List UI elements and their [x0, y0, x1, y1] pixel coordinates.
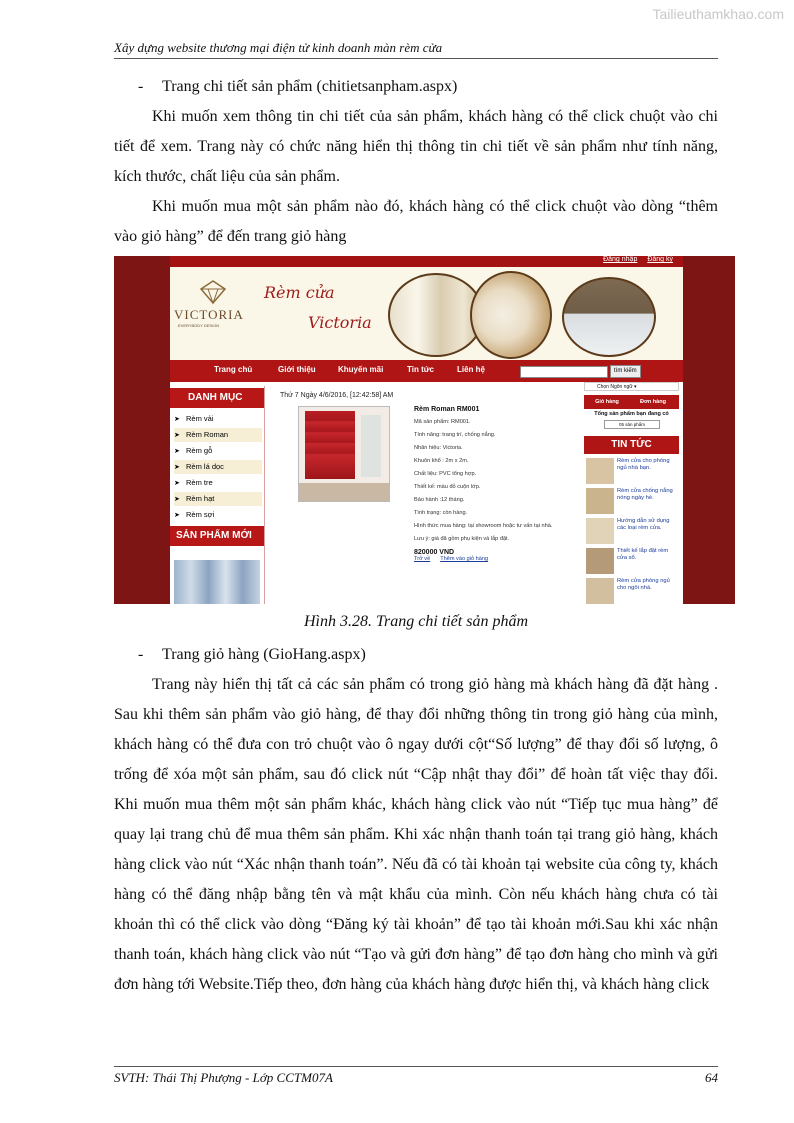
paragraph-3: Trang này hiển thị tất cả các sản phẩm có trong giỏ hàng mà khách hàng đã đặt hàng . Sau khi thêm sản phẩm vào giỏ hàng, để thay đổi những thông tin trong giỏ hàng của mình, khách hàng có thể đưa con trỏ chuột vào ô ngay dưới cột“Số lượng” để thay đổi số lượng, ô trống để xóa một sản phẩm, sau đó click nút “Cập nhật thay đổi” để hoàn tất việc thay đổi. Khi muốn mua thêm một sản phẩm khác, khách hàng click vào nút “Tiếp tục mua hàng” để quay lại trang chủ để mua thêm sản phẩm. Khi xác nhận thanh toán tại trang giỏ hàng, khách hàng click vào nút “Xác nhận thanh toán”. Nếu đã có tài khoản tại website của công ty, khách hàng có thể đăng nhập bằng tên và mật khẩu của mình. Còn nếu khách hàng chưa có tài khoản thì có thể click vào dòng “Đăng ký tài khoản” để tạo tài khoản mới.Sau khi xác nhận thanh toán, khách hàng click vào nút “Tạo và gửi đơn hàng” để tạo đơn hàng cho mình và gửi đơn hàng tới Website.Tiếp theo, đơn hàng của khách hàng được hiển thị, và khách hàng click	[114, 676, 718, 993]
top-bar	[170, 256, 683, 267]
new-product-thumbnail[interactable]	[174, 560, 260, 604]
product-price: 820000 VND	[414, 549, 455, 556]
category-item[interactable]: ➤ Rèm vải	[174, 412, 262, 426]
news-thumbnail	[586, 488, 614, 514]
product-size: Khuôn khổ : 2m x 2m.	[414, 458, 469, 464]
product-design: Thiết kế: màu đỏ cuộn lớp.	[414, 484, 481, 490]
bullet-giohang: - Trang giỏ hàng (GioHang.aspx)	[138, 646, 366, 663]
victoria-logo[interactable]	[174, 279, 242, 339]
back-link[interactable]: Trở về	[414, 556, 431, 562]
category-item[interactable]: ➤ Rèm lá dọc	[174, 460, 262, 474]
paragraph-2: Khi muốn mua một sản phẩm nào đó, khách hàng có thể click chuột vào dòng “thêm vào giỏ hàng” để đến trang giỏ hàng	[114, 198, 718, 245]
product-note: Lưu ý: giá đã gồm phụ kiện và lắp đặt.	[414, 536, 510, 542]
language-select[interactable]: Chọn Ngôn ngữ ▾	[584, 382, 679, 391]
page-number: 64	[705, 1070, 718, 1085]
banner-title-2: Victoria	[308, 313, 372, 332]
page-footer	[114, 1066, 718, 1086]
figure-caption: Hình 3.28. Trang chi tiết sản phẩm	[303, 613, 528, 630]
search-button[interactable]: tìm kiếm	[610, 365, 641, 378]
product-status: Tình trạng: còn hàng.	[414, 510, 468, 516]
paragraph-1: Khi muốn xem thông tin chi tiết của sản phẩm, khách hàng có thể click chuột vào chi tiết để xem. Trang này có chức năng hiển thị thông tin chi tiết về sản phẩm như tính năng, kích thước, chất liệu của sản phẩm.	[114, 108, 718, 185]
arrow-icon: ➤	[174, 448, 180, 455]
left-divider	[264, 386, 265, 604]
register-link[interactable]: Đăng ký	[647, 256, 673, 263]
product-feature: Tính năng: trang trí, chống nắng.	[414, 432, 496, 438]
nav-promo[interactable]: Khuyến mãi	[338, 365, 384, 374]
website-screenshot	[114, 256, 735, 604]
page-header: Xây dựng website thương mại điện tử kinh doanh màn rèm cửa	[114, 40, 718, 59]
product-brand: Nhãn hiệu: Victoria.	[414, 445, 463, 451]
category-item[interactable]: ➤ Rèm hạt	[174, 492, 262, 506]
category-header: DANH MỤC	[170, 388, 265, 408]
product-image	[298, 406, 390, 502]
search-input[interactable]	[520, 366, 608, 378]
bullet-chitiet: - Trang chi tiết sản phẩm (chitietsanpham.aspx)	[138, 78, 458, 95]
product-material: Chất liệu: PVC tổng hợp.	[414, 471, 477, 477]
news-item[interactable]: Rèm cửa cho phòng ngủ nhà bạn.	[586, 458, 679, 488]
category-item[interactable]: ➤ Rèm gỗ	[174, 444, 262, 458]
product-warranty: Bảo hành :12 tháng.	[414, 497, 465, 503]
nav-news[interactable]: Tin tức	[407, 365, 434, 374]
product-name: Rèm Roman RM001	[414, 406, 480, 413]
bullet-text: Trang chi tiết sản phẩm (chitietsanpham.aspx)	[162, 78, 458, 95]
news-item[interactable]: Thiết kế lắp đặt rèm cửa sổ.	[586, 548, 679, 578]
footer-author: SVTH: Thái Thị Phượng - Lớp CCTM07A	[114, 1070, 333, 1085]
watermark: Tailieuthamkhao.com	[652, 6, 784, 22]
add-to-cart-link[interactable]: Thêm vào giỏ hàng	[440, 556, 489, 562]
diamond-icon	[198, 279, 228, 305]
site-banner	[170, 267, 683, 360]
logo-text: VICTORIA	[174, 307, 244, 322]
news-thumbnail	[586, 548, 614, 574]
news-thumbnail	[586, 578, 614, 604]
product-code: Mã sản phẩm: RM001.	[414, 419, 471, 425]
chevron-down-icon: ▾	[633, 384, 637, 390]
banner-photo-3	[562, 277, 656, 357]
news-header: TIN TỨC	[584, 436, 679, 454]
arrow-icon: ➤	[174, 416, 180, 423]
banner-title-1: Rèm cửa	[264, 283, 335, 302]
side-panel-right	[683, 256, 735, 604]
news-item[interactable]: Rèm cửa chống nắng nóng ngày hè.	[586, 488, 679, 518]
category-item[interactable]: ➤ Rèm Roman	[174, 428, 262, 442]
product-detail	[270, 386, 582, 604]
cart-count: 05 sản phẩm	[604, 420, 660, 429]
news-thumbnail	[586, 458, 614, 484]
new-products-header: SẢN PHẨM MỚI	[170, 526, 265, 546]
arrow-icon: ➤	[174, 432, 180, 439]
news-thumbnail	[586, 518, 614, 544]
arrow-icon: ➤	[174, 464, 180, 471]
logo-subtext: EVERYBODY DESIGN	[178, 323, 220, 328]
bullet-text: Trang giỏ hàng (GioHang.aspx)	[162, 646, 366, 663]
main-nav	[170, 360, 683, 382]
tab-cart[interactable]: Giỏ hàng	[595, 399, 619, 405]
arrow-icon: ➤	[174, 512, 180, 519]
current-date: Thứ 7 Ngày 4/6/2016, [12:42:58] AM	[280, 392, 394, 399]
login-link[interactable]: Đăng nhập	[603, 256, 638, 263]
banner-photo-2	[470, 271, 552, 359]
cart-summary: Tổng sản phẩm bạn đang có	[594, 411, 669, 417]
tab-orders[interactable]: Đơn hàng	[640, 399, 666, 405]
news-item[interactable]: Rèm cửa phòng ngủ cho ngôi nhà.	[586, 578, 679, 604]
right-sidebar	[584, 380, 681, 604]
site-body	[170, 256, 683, 604]
category-item[interactable]: ➤ Rèm tre	[174, 476, 262, 490]
product-purchase: Hình thức mua hàng: tại showroom hoặc tư vấn tại nhà.	[414, 523, 553, 529]
arrow-icon: ➤	[174, 480, 180, 487]
nav-home[interactable]: Trang chủ	[214, 365, 253, 374]
news-item[interactable]: Hướng dẫn sử dụng các loại rèm cửa.	[586, 518, 679, 548]
category-item[interactable]: ➤ Rèm sợi	[174, 508, 262, 522]
product-info	[414, 406, 574, 562]
nav-about[interactable]: Giới thiệu	[278, 365, 316, 374]
arrow-icon: ➤	[174, 496, 180, 503]
cart-tabs	[584, 395, 679, 409]
left-sidebar	[170, 386, 265, 604]
nav-contact[interactable]: Liên hệ	[457, 365, 486, 374]
side-panel-left	[114, 256, 170, 604]
